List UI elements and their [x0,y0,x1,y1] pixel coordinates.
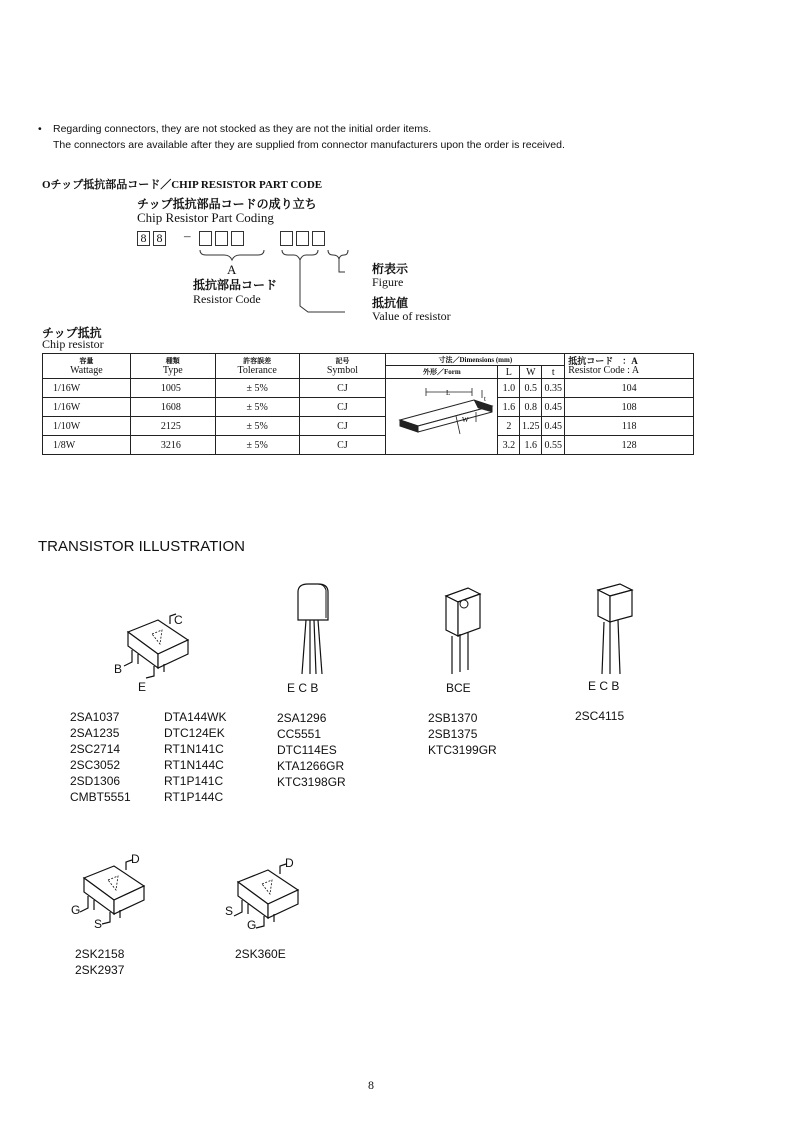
resistor-code-jp: 抵抗部品コード [193,278,278,292]
to126-icon [590,580,640,680]
table-row: 1/16W 1608 ± 5% CJ 1.6 0.8 0.45 108 [43,398,694,417]
note-line-1: Regarding connectors, they are not stocked as they are not the initial order items. [53,123,432,135]
figure-jp: 桁表示 [372,262,409,276]
form-l-label: L [446,388,451,397]
header-dimensions: 寸法／Dimensions (mm) [386,354,565,366]
fet1-pin-g: G [71,903,81,917]
fet1-pin-s: S [94,917,103,931]
header-form: 外形／Form [386,366,498,379]
sot23-icon [110,612,210,687]
table-row: 1/16W 1005 ± 5% CJ L t W 1.0 0.5 0.35 104 [43,379,694,398]
fet2-icon [220,862,320,937]
chip-form-drawing [386,379,498,455]
table-row: 1/10W 2125 ± 5% CJ 2 1.25 0.45 118 [43,417,694,436]
to220-icon [438,580,488,680]
group2-list: 2SA1296 CC5551 DTC114ES KTA1266GR KTC3198GR [277,711,346,789]
header-resistor-code: 抵抗コード ：A Resistor Code : A [565,354,694,379]
fet2-pin-g: G [247,918,257,932]
group1-col1: 2SA1037 2SA1235 2SC2714 2SC3052 2SD1306 CMBT5551 [70,710,131,804]
fet1-pin-d: D [131,852,140,866]
transistor-title: TRANSISTOR ILLUSTRATION [38,538,245,555]
to92-pins: E C B [287,681,319,695]
sot23-pin-b: B [114,662,123,676]
header-t: t [542,366,565,379]
value-jp: 抵抗値 [372,296,409,310]
group1-col2: DTA144WK DTC124EK RT1N141C RT1N144C RT1P141C RT1P144C [164,710,227,804]
bullet: • [38,123,42,135]
coding-jp: チップ抵抗部品コードの成り立ち [137,197,317,211]
fet2-pin-s: S [225,904,234,918]
chip-code-heading: Oチップ抵抗部品コード／CHIP RESISTOR PART CODE [42,179,323,191]
to126-pins: E C B [588,679,620,693]
value-en: Value of resistor [372,309,451,323]
resistor-code-en: Resistor Code [193,292,261,306]
to92-icon [288,580,338,680]
chip-resistor-table [42,353,694,455]
header-w: W [520,366,542,379]
header-l: L [498,366,520,379]
form-t-label: t [484,394,487,403]
group3-list: 2SB1370 2SB1375 KTC3199GR [428,711,497,757]
code-digit-1: 8 [137,231,150,246]
code-dash: – [184,228,191,243]
code-boxes-a [199,229,247,247]
fet2-pin-d: D [285,856,294,870]
code-boxes-value [280,229,328,247]
header-symbol: 記号 Symbol [299,354,386,379]
to220-pins: BCE [446,681,471,695]
form-w-label: W [462,415,469,424]
header-tolerance: 許容誤差 Tolerance [215,354,299,379]
coding-boxes [137,229,169,247]
group5-list: 2SK2158 2SK2937 [75,947,125,977]
sot23-pin-c: C [174,613,183,627]
header-wattage: 容量 Wattage [43,354,131,379]
group4-list: 2SC4115 [575,709,625,723]
chip-resistor-title-jp: チップ抵抗 [42,326,102,340]
group6-list: 2SK360E [235,947,286,961]
sot23-pin-e: E [138,680,147,694]
figure-en: Figure [372,275,404,289]
page-number: 8 [368,1078,374,1092]
code-digit-2: 8 [153,231,166,246]
header-type: 種類 Type [130,354,215,379]
table-row: 1/8W 3216 ± 5% CJ 3.2 1.6 0.55 128 [43,436,694,455]
label-a: A [227,262,237,277]
note-line-2: The connectors are available after they are supplied from connector manufacturers upon the order is received. [53,139,565,151]
chip-resistor-title-en: Chip resistor [42,337,104,351]
coding-en: Chip Resistor Part Coding [137,210,274,225]
fet1-icon [66,858,166,933]
